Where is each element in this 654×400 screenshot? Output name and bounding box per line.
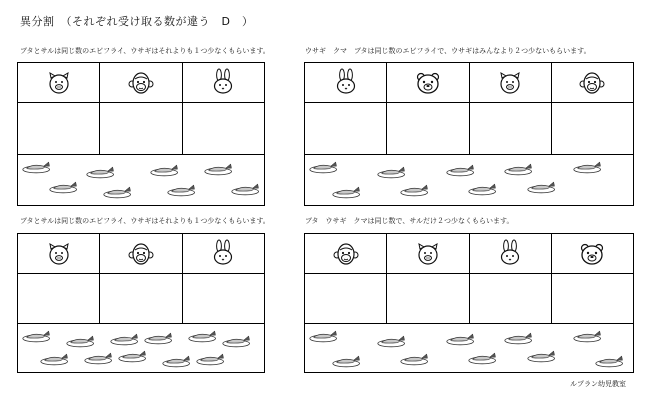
shrimp-tray <box>305 324 633 370</box>
answer-row <box>305 103 633 155</box>
shrimp-plate-icon <box>573 159 603 175</box>
pig-icon <box>46 70 72 96</box>
shrimp-plate-icon <box>504 330 534 346</box>
animal-row <box>18 63 264 103</box>
answer-cell[interactable] <box>470 103 552 154</box>
instruction-1: ブタとサルは同じ数のエビフライ、ウサギはそれよりも１つ少なくもらいます。 <box>20 47 270 55</box>
shrimp-plate-icon <box>196 351 226 367</box>
shrimp-plate-icon <box>110 331 140 347</box>
shrimp-plate-icon <box>162 353 192 369</box>
rabbit-icon <box>210 241 236 267</box>
answer-cell[interactable] <box>470 274 552 323</box>
shrimp-plate-icon <box>222 333 252 349</box>
answer-cell[interactable] <box>183 274 264 323</box>
shrimp-plate-icon <box>49 179 79 195</box>
animal-cell <box>18 234 100 273</box>
animal-cell <box>387 63 469 102</box>
answer-cell[interactable] <box>552 274 633 323</box>
shrimp-plate-icon <box>66 333 96 349</box>
shrimp-plate-icon <box>231 181 261 197</box>
instruction-3: ブタとサルは同じ数のエビフライ、ウサギはそれよりも１つ少なくもらいます。 <box>20 217 270 225</box>
answer-cell[interactable] <box>18 274 100 323</box>
answer-cell[interactable] <box>18 103 100 154</box>
shrimp-plate-icon <box>446 331 476 347</box>
shrimp-tray <box>18 155 264 203</box>
shrimp-tray <box>18 324 264 370</box>
instruction-4: ブタ ウサギ クマは同じ数で、サルだけ２つ少なくもらいます。 <box>305 217 514 225</box>
rabbit-icon <box>333 70 359 96</box>
bear-icon <box>415 70 441 96</box>
animal-cell <box>470 63 552 102</box>
animal-cell <box>183 63 264 102</box>
shrimp-plate-icon <box>332 353 362 369</box>
answer-row <box>305 274 633 324</box>
pig-icon <box>415 241 441 267</box>
animal-row <box>305 63 633 103</box>
shrimp-plate-icon <box>22 159 52 175</box>
answer-cell[interactable] <box>387 274 469 323</box>
animal-cell <box>470 234 552 273</box>
footer-credit: ルプラン幼児教室 <box>570 380 626 388</box>
worksheet-panel-3 <box>17 233 265 373</box>
shrimp-plate-icon <box>527 179 557 195</box>
shrimp-plate-icon <box>400 182 430 198</box>
shrimp-plate-icon <box>118 348 148 364</box>
shrimp-plate-icon <box>400 351 430 367</box>
animal-cell <box>18 63 100 102</box>
shrimp-plate-icon <box>84 350 114 366</box>
shrimp-plate-icon <box>188 328 218 344</box>
answer-cell[interactable] <box>183 103 264 154</box>
answer-cell[interactable] <box>305 274 387 323</box>
answer-cell[interactable] <box>305 103 387 154</box>
animal-cell <box>552 63 633 102</box>
worksheet-panel-1 <box>17 62 265 206</box>
shrimp-tray <box>305 155 633 203</box>
shrimp-plate-icon <box>86 164 116 180</box>
shrimp-plate-icon <box>103 184 133 200</box>
shrimp-plate-icon <box>446 162 476 178</box>
bear-icon <box>579 241 605 267</box>
shrimp-plate-icon <box>150 162 180 178</box>
shrimp-plate-icon <box>468 181 498 197</box>
shrimp-plate-icon <box>144 330 174 346</box>
pig-icon <box>497 70 523 96</box>
animal-cell <box>305 234 387 273</box>
animal-cell <box>100 234 182 273</box>
animal-row <box>18 234 264 274</box>
shrimp-plate-icon <box>573 328 603 344</box>
answer-cell[interactable] <box>387 103 469 154</box>
shrimp-plate-icon <box>595 353 625 369</box>
monkey-icon <box>579 70 605 96</box>
monkey-icon <box>128 70 154 96</box>
answer-row <box>18 274 264 324</box>
monkey-icon <box>333 241 359 267</box>
answer-cell[interactable] <box>552 103 633 154</box>
worksheet-panel-2 <box>304 62 634 206</box>
rabbit-icon <box>210 70 236 96</box>
shrimp-plate-icon <box>204 161 234 177</box>
animal-row <box>305 234 633 274</box>
animal-cell <box>387 234 469 273</box>
monkey-icon <box>128 241 154 267</box>
shrimp-plate-icon <box>377 333 407 349</box>
shrimp-plate-icon <box>22 328 52 344</box>
shrimp-plate-icon <box>332 184 362 200</box>
worksheet-panel-4 <box>304 233 634 373</box>
pig-icon <box>46 241 72 267</box>
animal-cell <box>100 63 182 102</box>
shrimp-plate-icon <box>40 351 70 367</box>
answer-cell[interactable] <box>100 274 182 323</box>
shrimp-plate-icon <box>468 350 498 366</box>
animal-cell <box>183 234 264 273</box>
rabbit-icon <box>497 241 523 267</box>
shrimp-plate-icon <box>377 164 407 180</box>
shrimp-plate-icon <box>167 182 197 198</box>
shrimp-plate-icon <box>309 328 339 344</box>
page-title: 異分割 （それぞれ受け取る数が違う D ） <box>20 15 254 28</box>
answer-cell[interactable] <box>100 103 182 154</box>
instruction-2: ウサギ クマ ブタは同じ数のエビフライで、ウサギはみんなより２つ少ないもらいます。 <box>305 47 591 55</box>
animal-cell <box>552 234 633 273</box>
shrimp-plate-icon <box>504 161 534 177</box>
shrimp-plate-icon <box>527 348 557 364</box>
shrimp-plate-icon <box>309 159 339 175</box>
animal-cell <box>305 63 387 102</box>
answer-row <box>18 103 264 155</box>
